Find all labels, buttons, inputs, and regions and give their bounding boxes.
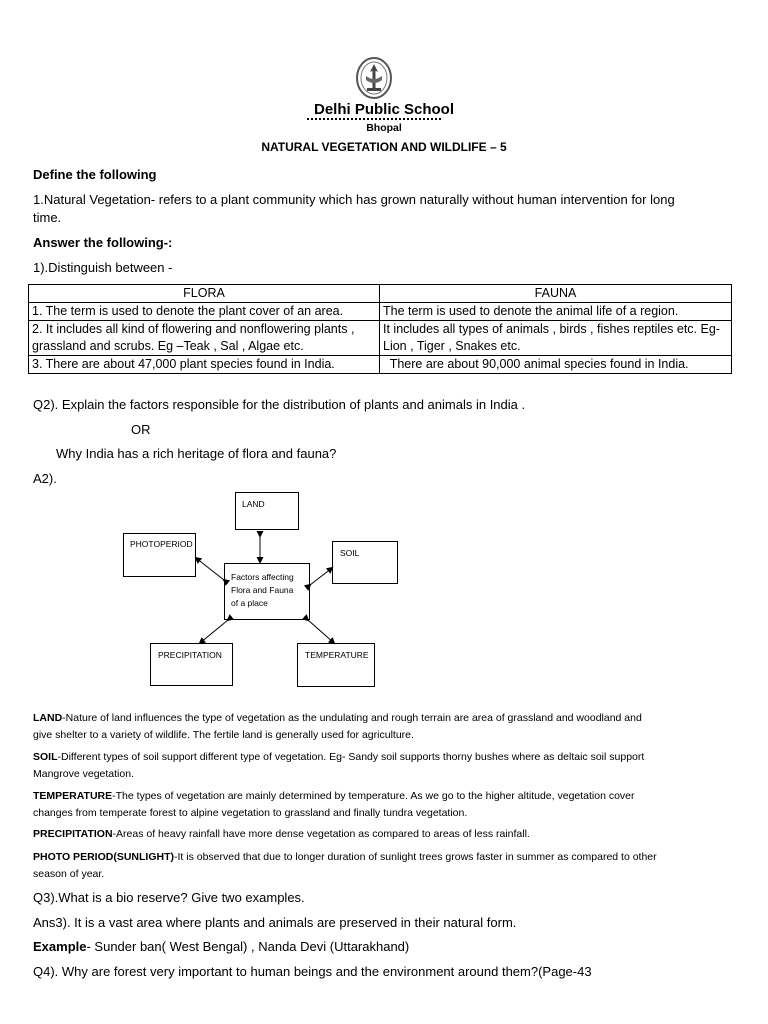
example-text: - Sunder ban( West Bengal) , Nanda Devi (Uttarakhand) <box>86 939 410 954</box>
diagram-box-photoperiod <box>123 533 196 577</box>
table-cell: 1. The term is used to denote the plant cover of an area. <box>29 303 380 321</box>
factor-text: give shelter to a variety of wildlife. The fertile land is generally used for agriculture. <box>33 729 414 741</box>
factor-text: -The types of vegetation are mainly determined by temperature. As we go to the higher altitude, vegetation cover <box>112 790 635 802</box>
diagram-label-land: LAND <box>242 499 265 509</box>
table-cell: 3. There are about 47,000 plant species found in India. <box>29 356 380 374</box>
table-row <box>29 303 732 321</box>
table-row <box>29 356 732 374</box>
example-label: Example <box>33 939 87 954</box>
table-cell: The term is used to denote the animal life of a region. <box>380 303 732 321</box>
school-name: Delhi Public School <box>313 101 455 118</box>
dotted-divider <box>307 118 441 120</box>
factor-temperature <box>33 788 733 822</box>
term-precipitation: PRECIPITATION <box>33 828 113 840</box>
diagram-box-temperature <box>297 643 375 687</box>
term-soil: SOIL <box>33 751 58 763</box>
table-cell: There are about 90,000 animal species found in India. <box>380 356 732 374</box>
factor-photoperiod <box>33 849 733 883</box>
definition-line-2: time. <box>33 210 62 225</box>
factor-text: -Areas of heavy rainfall have more dense vegetation as compared to areas of less rainfall. <box>112 828 530 840</box>
a2-label: A2). <box>33 471 57 486</box>
term-land: LAND <box>33 712 63 724</box>
school-city: Bhopal <box>366 122 402 134</box>
definition-line-1: 1.Natural Vegetation- refers to a plant community which has grown naturally without human intervention for long <box>33 192 675 207</box>
header-fauna: FAUNA <box>380 285 732 303</box>
diagram-center-line: Factors affecting <box>231 572 294 582</box>
page-title: NATURAL VEGETATION AND WILDLIFE – 5 <box>261 140 507 154</box>
diagram-label-photoperiod: PHOTOPERIOD <box>130 539 193 549</box>
factors-diagram-arrows <box>0 480 768 690</box>
arrow-precipitation <box>200 620 228 643</box>
q2-question: Q2). Explain the factors responsible for the distribution of plants and animals in India . <box>33 397 526 412</box>
q3-question: Q3).What is a bio reserve? Give two examples. <box>33 890 305 905</box>
arrow-soil <box>310 568 332 585</box>
diagram-center-line: of a place <box>231 598 268 608</box>
q3-example <box>33 939 409 954</box>
diagram-label-soil: SOIL <box>340 548 360 558</box>
q2-alt-question: Why India has a rich heritage of flora and fauna? <box>56 446 337 461</box>
factor-text: -Nature of land influences the type of vegetation as the undulating and rough terrain are area of grassland and woodland and <box>62 712 642 724</box>
diagram-label-temperature: TEMPERATURE <box>305 650 369 660</box>
arrow-temperature <box>308 620 334 643</box>
q3-answer: Ans3). It is a vast area where plants and animals are preserved in their natural form. <box>33 915 517 930</box>
distinguish-question: 1).Distinguish between - <box>33 260 173 275</box>
table-cell: It includes all types of animals , birds , fishes reptiles etc. Eg- Lion , Tiger , Snakes etc. <box>380 321 732 356</box>
factor-text: season of year. <box>33 868 105 880</box>
diagram-box-precipitation <box>150 643 233 686</box>
factor-text: Mangrove vegetation. <box>33 768 134 780</box>
term-photoperiod: PHOTO PERIOD(SUNLIGHT) <box>33 851 174 863</box>
q4-question: Q4). Why are forest very important to human beings and the environment around them?(Page-43 <box>33 964 592 979</box>
header-flora: FLORA <box>29 285 380 303</box>
table-cell: 2. It includes all kind of flowering and nonflowering plants , grassland and scrubs. Eg –Teak , Sal , Algae etc. <box>29 321 380 356</box>
diagram-box-soil <box>332 541 398 584</box>
term-temperature: TEMPERATURE <box>33 790 113 802</box>
diagram-box-center <box>224 563 310 620</box>
arrow-photoperiod <box>196 558 224 580</box>
define-heading: Define the following <box>33 167 157 182</box>
factor-text: changes from temperate forest to alpine vegetation to grassland and finally tundra vegetation. <box>33 807 468 819</box>
school-logo-icon <box>352 56 396 100</box>
answer-heading: Answer the following-: <box>33 235 173 250</box>
diagram-center-line: Flora and Fauna <box>231 585 294 595</box>
factor-land <box>33 710 733 744</box>
flora-fauna-table <box>28 284 732 374</box>
factor-text: -It is observed that due to longer duration of sunlight trees grows faster in summer as compared to other <box>173 851 657 863</box>
factor-soil <box>33 749 733 783</box>
factor-precipitation <box>33 826 733 843</box>
table-header-row <box>29 285 732 303</box>
table-row <box>29 321 732 356</box>
q2-or: OR <box>131 422 151 437</box>
diagram-box-land <box>235 492 299 530</box>
diagram-label-precipitation: PRECIPITATION <box>158 650 222 660</box>
factor-text: -Different types of soil support different type of vegetation. Eg- Sandy soil supports thorny bushes where as deltaic soil support <box>57 751 645 763</box>
